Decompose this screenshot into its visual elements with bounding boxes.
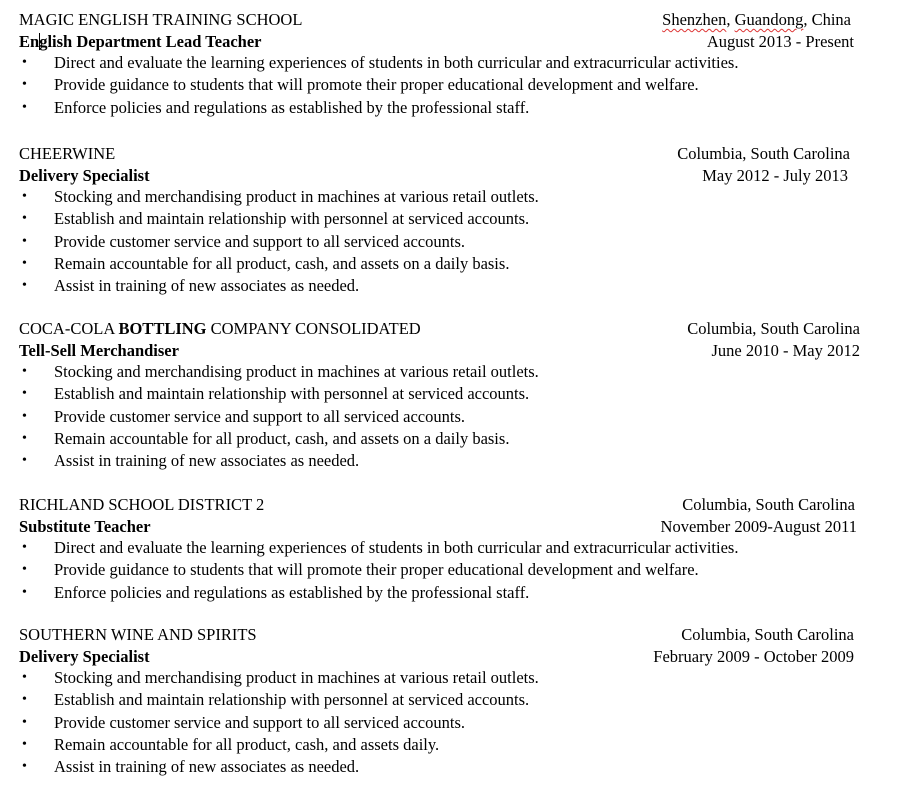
list-item — [19, 52, 861, 74]
bullet-icon: • — [22, 540, 27, 555]
bullet-icon: • — [22, 453, 27, 469]
bullet-text: Provide customer service and support to all serviced accounts. — [54, 406, 466, 426]
bullet-list — [19, 361, 861, 472]
job-title-part: glish Department Lead Teacher — [39, 31, 262, 51]
bullet-text: Establish and maintain relationship with personnel at serviced accounts. — [54, 209, 530, 229]
bullet-icon: • — [22, 759, 27, 775]
bullet-text: Assist in training of new associates as needed. — [54, 276, 360, 296]
bullet-icon: • — [22, 408, 27, 424]
bullet-text: Provide guidance to students that will promote their proper educational development and welfare. — [54, 75, 699, 95]
bullet-text: Direct and evaluate the learning experiences of students in both curricular and extracurricular activities. — [54, 538, 739, 557]
job-dates: November 2009-August 2011 — [660, 516, 857, 536]
bullet-icon: • — [22, 99, 27, 115]
job-dates: February 2009 - October 2009 — [653, 646, 854, 666]
bullet-text: Provide customer service and support to all serviced accounts. — [54, 712, 466, 732]
bullet-icon: • — [22, 255, 27, 271]
job-title: Delivery Specialist — [19, 165, 150, 185]
company-name-bold-part: BOTTLING — [118, 319, 207, 338]
list-item — [19, 689, 861, 711]
bullet-text: Direct and evaluate the learning experiences of students in both curricular and extracurricular activities. — [54, 53, 739, 72]
list-item — [19, 275, 861, 297]
bullet-text: Provide customer service and support to all serviced accounts. — [54, 231, 466, 251]
company-name: MAGIC ENGLISH TRAINING SCHOOL — [19, 10, 303, 29]
bullet-text: Remain accountable for all product, cash, and assets daily. — [54, 734, 440, 754]
misspelled-word[interactable]: Shenzhen — [662, 10, 727, 29]
job-header-row — [19, 9, 861, 31]
bullet-text: Enforce policies and regulations as established by the professional staff. — [54, 582, 530, 602]
bullet-icon: • — [22, 278, 27, 294]
bullet-icon: • — [22, 584, 27, 600]
job-dates: May 2012 - July 2013 — [702, 165, 848, 185]
bullet-icon: • — [22, 211, 27, 227]
bullet-list — [19, 186, 861, 297]
list-item — [19, 667, 861, 689]
bullet-text: Stocking and merchandising product in machines at various retail outlets. — [54, 187, 539, 206]
job-location: Columbia, South Carolina — [687, 319, 860, 338]
list-item — [19, 582, 861, 604]
job-title-row — [19, 340, 861, 362]
list-item — [19, 383, 861, 405]
list-item — [19, 231, 861, 253]
list-item — [19, 734, 861, 756]
job-entry-southern-wine — [19, 624, 861, 778]
job-entry-richland — [19, 494, 861, 604]
bullet-text: Provide guidance to students that will promote their proper educational development and welfare. — [54, 560, 699, 580]
list-item — [19, 450, 861, 472]
job-title-row — [19, 646, 861, 668]
bullet-text: Establish and maintain relationship with personnel at serviced accounts. — [54, 384, 530, 404]
job-title[interactable] — [19, 32, 261, 51]
job-location — [662, 9, 851, 31]
list-item — [19, 756, 861, 778]
bullet-icon: • — [22, 364, 27, 379]
company-name — [19, 319, 421, 338]
job-header-row — [19, 318, 861, 340]
company-name: CHEERWINE — [19, 144, 116, 163]
bullet-text: Assist in training of new associates as needed. — [54, 451, 360, 471]
location-separator: , — [726, 10, 735, 29]
bullet-icon: • — [22, 55, 27, 70]
bullet-list — [19, 537, 861, 604]
list-item — [19, 186, 861, 208]
company-name-part: COCA-COLA — [19, 319, 119, 338]
job-location: Columbia, South Carolina — [677, 144, 850, 163]
job-location: Columbia, South Carolina — [682, 495, 855, 514]
bullet-text: Assist in training of new associates as needed. — [54, 757, 360, 777]
job-location: Columbia, South Carolina — [681, 625, 854, 644]
bullet-text: Stocking and merchandising product in machines at various retail outlets. — [54, 362, 539, 381]
job-header-row — [19, 624, 861, 646]
job-title-row — [19, 516, 861, 538]
bullet-icon: • — [22, 736, 27, 752]
job-title-row — [19, 31, 861, 53]
list-item — [19, 406, 861, 428]
list-item — [19, 537, 861, 559]
bullet-text: Establish and maintain relationship with personnel at serviced accounts. — [54, 690, 530, 710]
list-item — [19, 712, 861, 734]
job-title-part: En — [19, 31, 40, 51]
job-dates: August 2013 - Present — [706, 31, 854, 51]
bullet-text: Stocking and merchandising product in machines at various retail outlets. — [54, 668, 539, 687]
list-item — [19, 428, 861, 450]
bullet-icon: • — [22, 77, 27, 93]
bullet-icon: • — [22, 692, 27, 708]
job-header-row — [19, 143, 861, 165]
bullet-text: Remain accountable for all product, cash, and assets on a daily basis. — [54, 253, 510, 273]
list-item — [19, 361, 861, 383]
misspelled-word[interactable]: Guandong — [734, 10, 804, 29]
job-header-row — [19, 494, 861, 516]
location-country: , China — [803, 10, 851, 29]
job-entry-coca-cola — [19, 318, 861, 472]
bullet-icon: • — [22, 189, 27, 204]
bullet-icon: • — [22, 562, 27, 578]
bullet-icon: • — [22, 233, 27, 249]
job-title: Tell-Sell Merchandiser — [19, 340, 179, 360]
bullet-list — [19, 667, 861, 778]
bullet-text: Enforce policies and regulations as established by the professional staff. — [54, 97, 530, 117]
bullet-icon: • — [22, 670, 27, 685]
bullet-list — [19, 52, 861, 119]
bullet-icon: • — [22, 386, 27, 402]
list-item — [19, 74, 861, 96]
list-item — [19, 559, 861, 581]
job-entry-cheerwine — [19, 143, 861, 297]
job-entry-magic-english — [19, 9, 861, 119]
bullet-text: Remain accountable for all product, cash, and assets on a daily basis. — [54, 428, 510, 448]
list-item — [19, 253, 861, 275]
bullet-icon: • — [22, 430, 27, 446]
company-name-part: COMPANY CONSOLIDATED — [206, 319, 421, 338]
company-name: RICHLAND SCHOOL DISTRICT 2 — [19, 495, 265, 514]
job-title-row — [19, 165, 861, 187]
company-name: SOUTHERN WINE AND SPIRITS — [19, 625, 257, 644]
bullet-icon: • — [22, 714, 27, 730]
job-title: Delivery Specialist — [19, 646, 150, 666]
list-item — [19, 97, 861, 119]
job-title: Substitute Teacher — [19, 516, 151, 536]
list-item — [19, 208, 861, 230]
job-dates: June 2010 - May 2012 — [711, 340, 860, 360]
